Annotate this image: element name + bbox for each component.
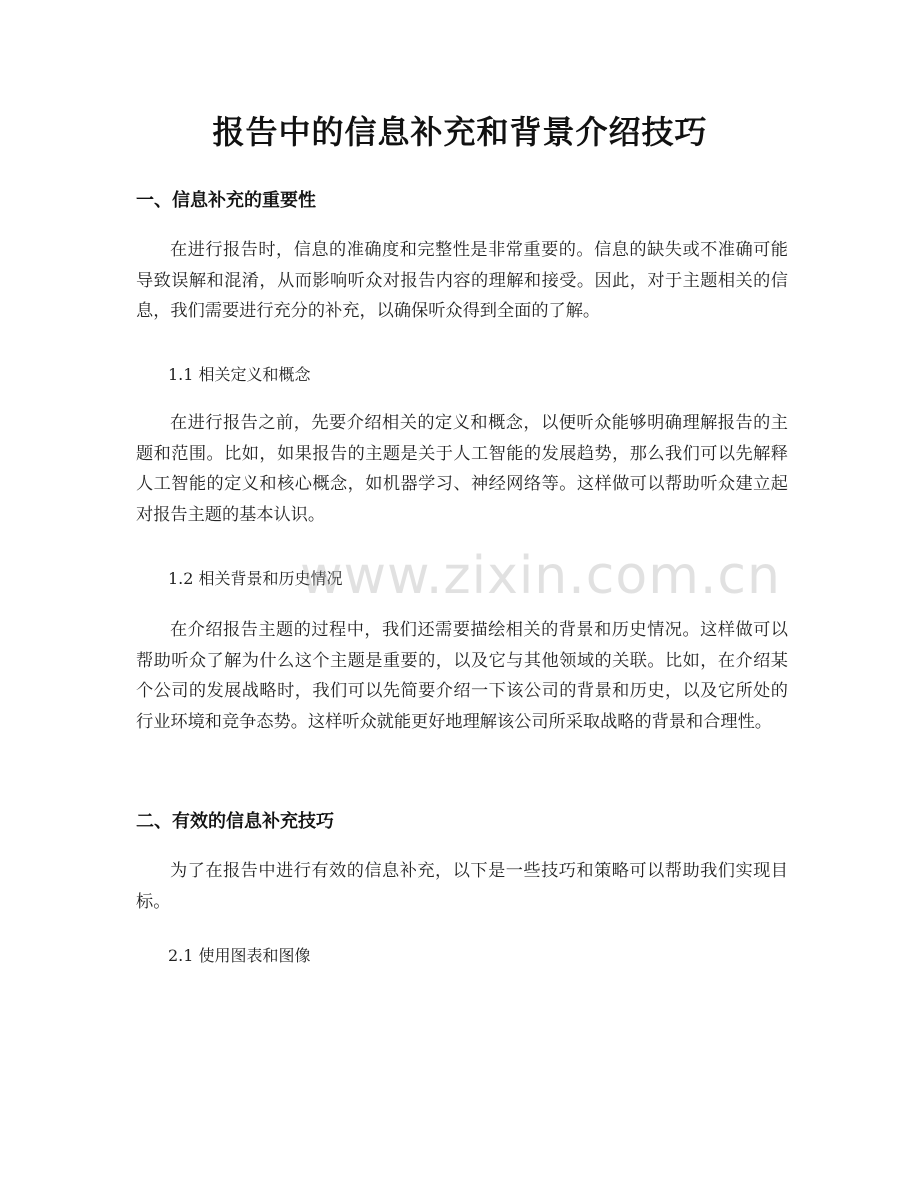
subsection-heading-2-1: 2.1 使用图表和图像	[168, 946, 311, 965]
subsection-heading-1-2: 1.2 相关背景和历史情况	[168, 569, 343, 588]
section-heading-1: 一、信息补充的重要性	[136, 190, 316, 211]
section-2-paragraph: 为了在报告中进行有效的信息补充，以下是一些技巧和策略可以帮助我们实现目标。	[136, 861, 788, 912]
watermark-text: www.zixin.com.cn	[300, 546, 781, 606]
section-heading-2: 二、有效的信息补充技巧	[136, 811, 334, 832]
subsection-heading-1-1: 1.1 相关定义和概念	[168, 365, 311, 384]
document-title: 报告中的信息补充和背景介绍技巧	[212, 113, 708, 151]
subsection-1-1-paragraph: 在进行报告之前，先要介绍相关的定义和概念，以便听众能够明确理解报告的主题和范围。比如，如果报告的主题是关于人工智能的发展趋势，那么我们可以先解释人工智能的定义和核心概念，如机器学习、神经网络等。这样做可以帮助听众建立起对报告主题的基本认识。	[136, 413, 788, 525]
section-1-paragraph: 在进行报告时，信息的准确度和完整性是非常重要的。信息的缺失或不准确可能导致误解和混淆，从而影响听众对报告内容的理解和接受。因此，对于主题相关的信息，我们需要进行充分的补充，以确保听众得到全面的了解。	[136, 240, 788, 321]
subsection-1-2-paragraph: 在介绍报告主题的过程中，我们还需要描绘相关的背景和历史情况。这样做可以帮助听众了解为什么这个主题是重要的，以及它与其他领域的关联。比如，在介绍某个公司的发展战略时，我们可以先简要介绍一下该公司的背景和历史，以及它所处的行业环境和竞争态势。这样听众就能更好地理解该公司所采取战略的背景和合理性。	[136, 620, 788, 732]
